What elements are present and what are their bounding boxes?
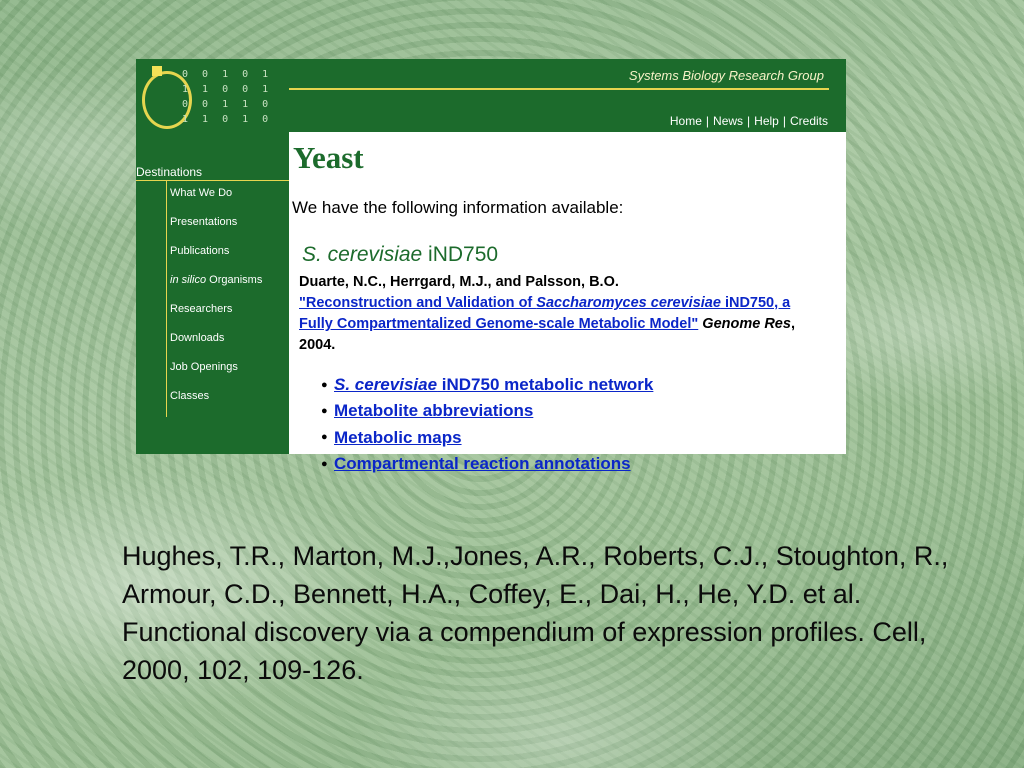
nav-credits-link[interactable]: Credits [789,114,828,128]
sidebar-item-label: Classes [170,390,210,402]
sidebar-item-publications[interactable] [170,243,262,272]
link-text: Compartmental reaction annotations [334,453,631,473]
intro-text: We have the following information available: [292,198,624,217]
top-nav [670,114,828,128]
bullet-icon: ● [321,431,328,444]
logo-binary-text: 0 0 1 0 1 1 1 0 0 1 0 0 1 1 0 1 1 0 1 0 [182,69,273,125]
logo-square-icon [152,66,162,76]
site-header [289,59,846,132]
nav-help-link[interactable]: Help [754,114,779,128]
sidebar-item-downloads[interactable] [170,330,262,359]
bullet-icon: ● [321,457,328,470]
list-item [321,398,653,424]
citation [299,272,809,356]
nav-separator: | [747,114,751,128]
sidebar-item-job-openings[interactable] [170,359,262,388]
sidebar-item-label: What We Do [170,187,233,199]
citation-year: , 2004. [299,316,795,353]
nav-news-link[interactable]: News [713,114,744,128]
page-title: Yeast [293,140,364,175]
bullet-icon: ● [321,405,328,418]
site-group-name: Systems Biology Research Group [628,68,824,83]
sidebar-item-label: Job Openings [170,361,238,373]
main-content [291,132,846,473]
sidebar-nav [170,185,262,417]
sidebar-item-in-silico-organisms[interactable] [170,272,262,301]
sidebar-item-label: Organisms [206,274,263,286]
list-item [321,451,653,477]
link-text: iND750 metabolic network [437,375,654,394]
citation-link-species: Saccharomyces cerevisiae [536,295,721,311]
metabolite-abbreviations-link[interactable] [334,401,533,420]
citation-link-text: "Reconstruction and Validation of [299,295,537,311]
link-text: Metabolic maps [334,427,462,447]
sidebar-item-label: Presentations [170,216,238,228]
model-heading [302,243,498,267]
sidebar-item-label: Researchers [170,303,233,315]
reference-text: Hughes, T.R., Marton, M.J.,Jones, A.R., Roberts, C.J., Stoughton, R., Armour, C.D., Bennett, H.A., Coffey, E., Dai, H., He, Y.D. et al. Functional discovery via a compendium of expression profiles. Cell, 2000, 102, 109-126. [122,541,949,685]
sidebar-title: Destinations [136,165,203,179]
citation-journal: Genome Res [702,316,791,332]
model-species: S. cerevisiae [302,243,423,266]
compartmental-annotations-link[interactable] [334,454,631,473]
citation-link-text: iND750, a Fully Compartmentalized Genome-scale Metabolic Model" [299,295,791,332]
header-divider [289,88,829,90]
bullet-icon: ● [321,378,328,391]
citation-authors: Duarte, N.C., Herrgard, M.J., and Palsson, B.O. [299,274,619,290]
nav-separator: | [705,114,710,128]
resource-list [321,372,653,477]
sidebar [136,59,289,454]
sidebar-item-researchers[interactable] [170,301,262,330]
sidebar-vertical-rule [166,181,167,417]
sidebar-item-classes[interactable] [170,388,262,417]
sidebar-item-what-we-do[interactable] [170,185,262,214]
nav-home-link[interactable]: Home [669,114,702,128]
metabolic-maps-link[interactable] [334,428,462,447]
nav-separator: | [782,114,786,128]
list-item [321,425,653,451]
link-species: S. cerevisiae [334,375,438,394]
metabolic-network-link[interactable] [334,375,653,394]
website-screenshot [136,59,846,473]
list-item [321,372,653,398]
sidebar-item-label: Publications [170,245,230,257]
sidebar-item-presentations[interactable] [170,214,262,243]
sidebar-item-label: Downloads [170,332,225,344]
link-text: Metabolite abbreviations [334,401,534,421]
model-name: iND750 [422,243,499,266]
sidebar-divider [136,180,289,181]
sidebar-item-label-italic: in silico [170,274,207,286]
